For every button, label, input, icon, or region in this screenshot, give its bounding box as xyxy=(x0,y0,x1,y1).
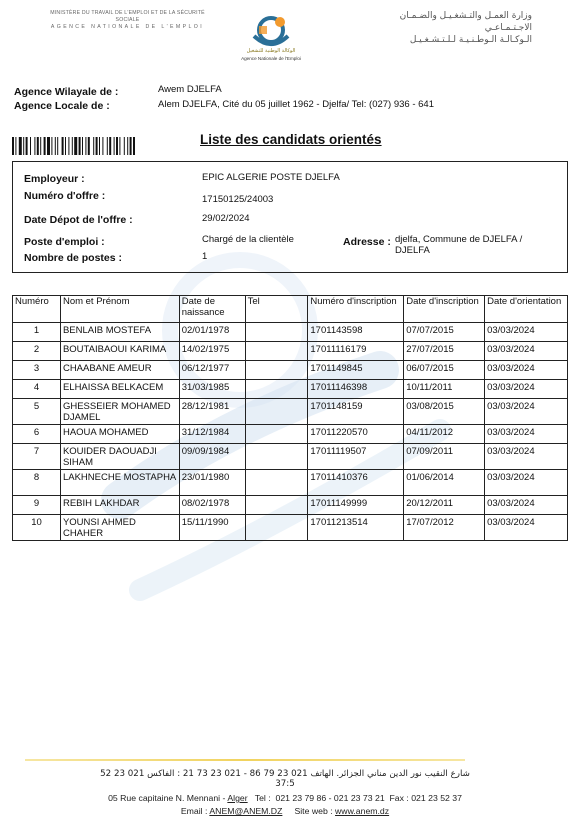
table-row xyxy=(13,425,568,444)
cell-naissance: 31/12/1984 xyxy=(179,425,245,444)
adresse-value-line2: DJELFA xyxy=(395,245,430,256)
ministry-fr-line1: MINISTÈRE DU TRAVAIL DE L'EMPLOI ET DE LA SÉCURITÉ SOCIALE xyxy=(50,10,205,23)
cell-date-orientation: 03/03/2024 xyxy=(485,470,568,496)
poste-emploi-value: Chargé de la clientèle xyxy=(202,234,294,245)
cell-date-orientation: 03/03/2024 xyxy=(485,515,568,541)
agence-locale-value: Alem DJELFA, Cité du 05 juillet 1962 - Djelfa/ Tel: (027) 936 - 641 xyxy=(158,99,434,110)
cell-date-inscription: 17/07/2012 xyxy=(404,515,485,541)
barcode-image xyxy=(12,137,180,155)
footer-address-city: Alger xyxy=(227,793,248,803)
adresse-label: Adresse : xyxy=(343,236,391,248)
cell-naissance: 23/01/1980 xyxy=(179,470,245,496)
ministry-ar-line2: الـوكـالـة الـوطـنـيـة لـلـتـشـغـيـل xyxy=(409,35,532,45)
cell-date-inscription: 07/07/2015 xyxy=(404,323,485,342)
cell-nom: LAKHNECHE MOSTAPHA xyxy=(60,470,179,496)
cell-tel xyxy=(245,323,308,342)
table-row xyxy=(13,470,568,496)
page-title: Liste des candidats orientés xyxy=(200,132,382,147)
cell-date-orientation: 03/03/2024 xyxy=(485,496,568,515)
table-header-row xyxy=(13,296,568,323)
cell-date-inscription: 27/07/2015 xyxy=(404,342,485,361)
employeur-value: EPIC ALGERIE POSTE DJELFA xyxy=(202,172,340,183)
cell-inscription: 17011119507 xyxy=(308,444,404,470)
cell-nom: ELHAISSA BELKACEM xyxy=(60,380,179,399)
cell-inscription: 17011146398 xyxy=(308,380,404,399)
footer-address xyxy=(60,793,510,803)
cell-naissance: 09/09/1984 xyxy=(179,444,245,470)
cell-date-inscription: 03/08/2015 xyxy=(404,399,485,425)
cell-date-orientation: 03/03/2024 xyxy=(485,399,568,425)
col-header-date-orientation: Date d'orientation xyxy=(485,296,568,323)
footer-site-link[interactable]: www.anem.dz xyxy=(335,806,390,816)
cell-numero: 3 xyxy=(13,361,61,380)
cell-nom: CHAABANE AMEUR xyxy=(60,361,179,380)
cell-tel xyxy=(245,425,308,444)
ministry-ar-line1: وزارة العمـل والتـشغـيـل والضـمـان الاجـتـمـاعـي xyxy=(399,11,532,33)
cell-nom: REBIH LAKHDAR xyxy=(60,496,179,515)
cell-date-orientation: 03/03/2024 xyxy=(485,323,568,342)
cell-numero: 5 xyxy=(13,399,61,425)
ministry-fr-line2: AGENCE NATIONALE DE L'EMPLOI xyxy=(50,24,205,30)
table-row xyxy=(13,361,568,380)
footer-email-link[interactable]: ANEM@ANEM.DZ xyxy=(209,806,283,816)
col-header-inscription: Numéro d'inscription xyxy=(308,296,404,323)
table-row xyxy=(13,342,568,361)
col-header-nom: Nom et Prénom xyxy=(60,296,179,323)
cell-nom: GHESSEIER MOHAMED DJAMEL xyxy=(60,399,179,425)
cell-date-inscription: 10/11/2011 xyxy=(404,380,485,399)
cell-nom: BOUTAIBAOUI KARIMA xyxy=(60,342,179,361)
poste-emploi-label: Poste d'emploi : xyxy=(24,236,105,248)
cell-tel xyxy=(245,380,308,399)
table-row xyxy=(13,496,568,515)
cell-nom: HAOUA MOHAMED xyxy=(60,425,179,444)
footer-site-label: Site web : xyxy=(282,806,336,816)
table-row xyxy=(13,323,568,342)
table-row xyxy=(13,515,568,541)
cell-tel xyxy=(245,470,308,496)
cell-inscription: 1701148159 xyxy=(308,399,404,425)
cell-numero: 4 xyxy=(13,380,61,399)
footer-contact xyxy=(60,806,510,816)
col-header-tel: Tel xyxy=(245,296,308,323)
cell-naissance: 06/12/1977 xyxy=(179,361,245,380)
cell-inscription: 17011410376 xyxy=(308,470,404,496)
cell-naissance: 02/01/1978 xyxy=(179,323,245,342)
date-depot-value: 29/02/2024 xyxy=(202,213,250,224)
date-depot-label: Date Dépot de l'offre : xyxy=(24,214,133,226)
footer-arabic-line-cont: 37:5 xyxy=(275,779,295,789)
cell-date-orientation: 03/03/2024 xyxy=(485,342,568,361)
footer-arabic-address xyxy=(60,769,510,789)
ministry-fr-block xyxy=(40,10,215,31)
cell-naissance: 15/11/1990 xyxy=(179,515,245,541)
cell-inscription: 1701149845 xyxy=(308,361,404,380)
cell-date-inscription: 01/06/2014 xyxy=(404,470,485,496)
nombre-postes-label: Nombre de postes : xyxy=(24,252,123,264)
cell-tel xyxy=(245,496,308,515)
logo-caption-fr: Agence Nationale de l'Emploi xyxy=(241,56,301,61)
candidates-table xyxy=(12,295,568,541)
employeur-label: Employeur : xyxy=(24,173,85,185)
cell-numero: 2 xyxy=(13,342,61,361)
cell-date-inscription: 06/07/2015 xyxy=(404,361,485,380)
cell-tel xyxy=(245,342,308,361)
cell-tel xyxy=(245,361,308,380)
cell-inscription: 17011116179 xyxy=(308,342,404,361)
cell-inscription: 17011149999 xyxy=(308,496,404,515)
table-row xyxy=(13,444,568,470)
cell-naissance: 08/02/1978 xyxy=(179,496,245,515)
cell-date-orientation: 03/03/2024 xyxy=(485,444,568,470)
table-row xyxy=(13,399,568,425)
cell-naissance: 28/12/1981 xyxy=(179,399,245,425)
logo-caption-ar: الوكالة الوطنية للتشغيل xyxy=(246,48,296,54)
adresse-value-line1: djelfa, Commune de DJELFA / xyxy=(395,234,523,245)
cell-naissance: 14/02/1975 xyxy=(179,342,245,361)
cell-inscription: 17011220570 xyxy=(308,425,404,444)
cell-naissance: 31/03/1985 xyxy=(179,380,245,399)
cell-numero: 9 xyxy=(13,496,61,515)
col-header-naissance: Date de naissance xyxy=(179,296,245,323)
agence-wilayale-label: Agence Wilayale de : xyxy=(14,86,119,98)
footer-arabic-line: شارع النقيب نور الدين مناني الجزائر. الهاتف 021 23 79 86 - 021 23 73 21 : الفاكس 021 23 52 xyxy=(100,769,470,779)
cell-nom: YOUNSI AHMED CHAHER xyxy=(60,515,179,541)
cell-nom: KOUIDER DAOUADJI SIHAM xyxy=(60,444,179,470)
footer-separator xyxy=(25,759,465,761)
nombre-postes-value: 1 xyxy=(202,251,208,262)
cell-date-inscription: 07/09/2011 xyxy=(404,444,485,470)
numero-offre-value: 17150125/24003 xyxy=(202,194,274,205)
cell-date-orientation: 03/03/2024 xyxy=(485,361,568,380)
cell-numero: 1 xyxy=(13,323,61,342)
agence-locale-label: Agence Locale de : xyxy=(14,100,110,112)
table-row xyxy=(13,380,568,399)
footer-address-rest: Tel : 021 23 79 86 - 021 23 73 21 Fax : 021 23 52 37 xyxy=(247,793,462,803)
cell-date-orientation: 03/03/2024 xyxy=(485,380,568,399)
cell-date-orientation: 03/03/2024 xyxy=(485,425,568,444)
cell-inscription: 1701143598 xyxy=(308,323,404,342)
cell-numero: 6 xyxy=(13,425,61,444)
cell-tel xyxy=(245,399,308,425)
footer-email-label: Email : xyxy=(180,806,210,816)
cell-tel xyxy=(245,515,308,541)
cell-nom: BENLAIB MOSTEFA xyxy=(60,323,179,342)
footer-address-prefix: 05 Rue capitaine N. Mennani - xyxy=(108,793,228,803)
ministry-ar-block xyxy=(352,10,532,46)
cell-numero: 10 xyxy=(13,515,61,541)
col-header-date-inscription: Date d'inscription xyxy=(404,296,485,323)
agence-wilayale-value: Awem DJELFA xyxy=(158,84,222,95)
cell-date-inscription: 04/11/2012 xyxy=(404,425,485,444)
numero-offre-label: Numéro d'offre : xyxy=(24,190,106,202)
cell-date-inscription: 20/12/2011 xyxy=(404,496,485,515)
cell-numero: 7 xyxy=(13,444,61,470)
cell-inscription: 17011213514 xyxy=(308,515,404,541)
cell-tel xyxy=(245,444,308,470)
col-header-numero: Numéro xyxy=(13,296,61,323)
cell-numero: 8 xyxy=(13,470,61,496)
